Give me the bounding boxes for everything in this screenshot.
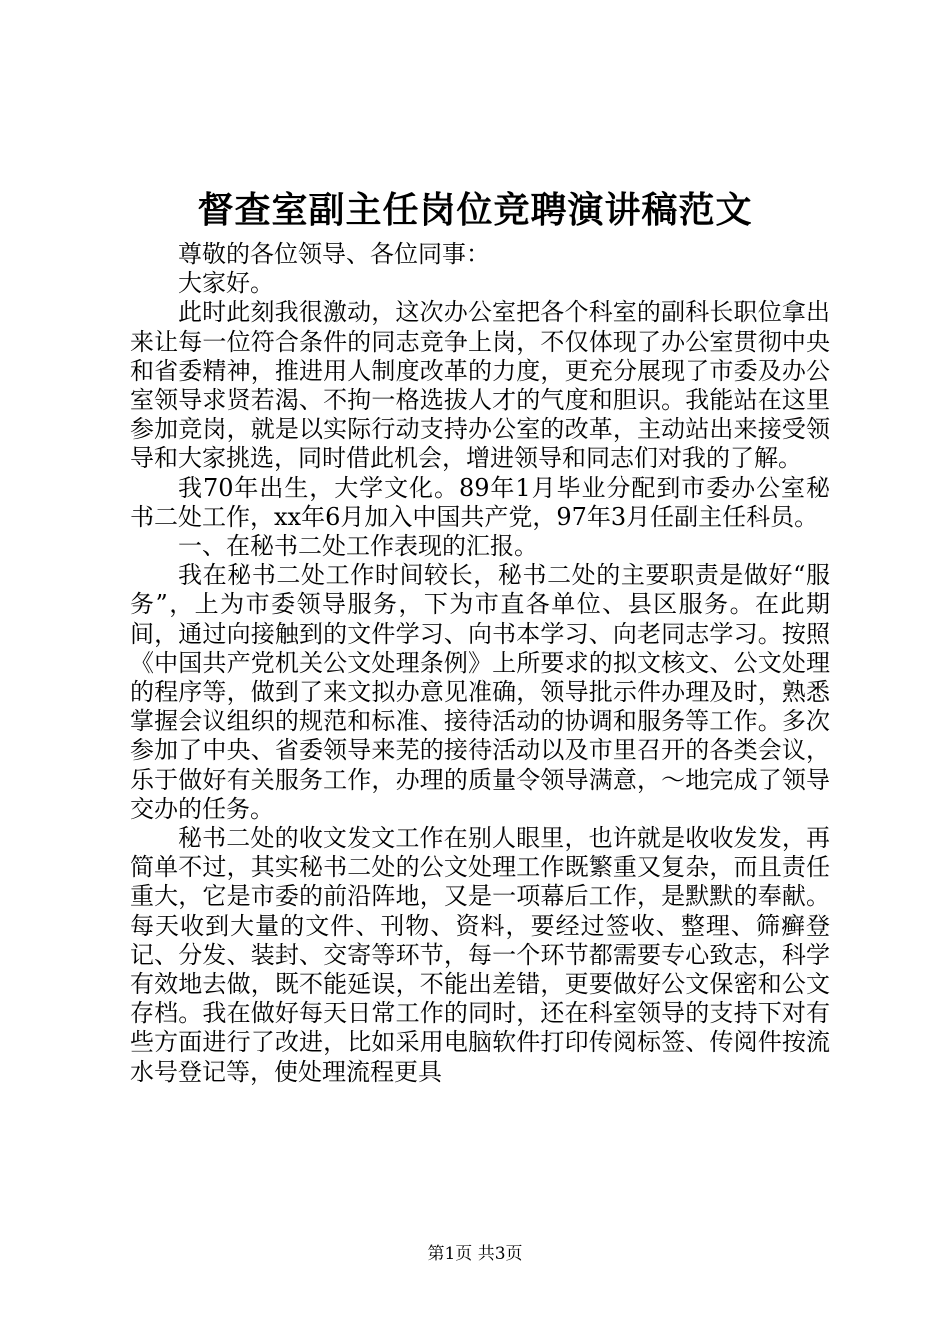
document-body xyxy=(130,240,830,1087)
page-footer: 第1页 共3页 xyxy=(427,1244,523,1264)
paragraph-background: 我70年出生，大学文化。89年1月毕业分配到市委办公室秘书二处工作，xx年6月加入中国共产党，97年3月任副主任科员。 xyxy=(130,473,830,531)
document-title: 督查室副主任岗位竞聘演讲稿范文 xyxy=(197,189,753,231)
paragraph-document-handling: 秘书二处的收文发文工作在别人眼里，也许就是收收发发，再简单不过，其实秘书二处的公文处理工作既繁重又复杂，而且责任重大，它是市委的前沿阵地，又是一项幕后工作，是默默的奉献。每天收到大量的文件、刊物、资料，要经过签收、整理、筛癣登记、分发、装封、交寄等环节，每一个环节都需要专心致志，科学有效地去做，既不能延误，不能出差错，更要做好公文保密和公文存档。我在做好每天日常工作的同时，还在科室领导的支持下对有些方面进行了改进，比如采用电脑软件打印传阅标签、传阅件按流水号登记等，使处理流程更具 xyxy=(130,824,830,1086)
section-heading-1: 一、在秘书二处工作表现的汇报。 xyxy=(178,532,538,561)
paragraph-intro: 此时此刻我很激动，这次办公室把各个科室的副科长职位拿出来让每一位符合条件的同志竞争上岗，不仅体现了办公室贯彻中央和省委精神，推进用人制度改革的力度，更充分展现了市委及办公室领导求贤若渴、不拘一格选拔人才的气度和胆识。我能站在这里参加竞岗，就是以实际行动支持办公室的改革，主动站出来接受领导和大家挑选，同时借此机会，增进领导和同志们对我的了解。 xyxy=(130,298,830,473)
salutation: 尊敬的各位领导、各位同事： xyxy=(178,240,490,268)
greeting: 大家好。 xyxy=(178,269,274,298)
paragraph-work-service: 我在秘书二处工作时间较长，秘书二处的主要职责是做好“服务”，上为市委领导服务，下为市直各单位、县区服务。在此期间，通过向接触到的文件学习、向书本学习、向老同志学习。按照《中国共产党机关公文处理条例》上所要求的拟文核文、公文处理的程序等，做到了来文拟办意见准确，领导批示件办理及时，熟悉掌握会议组织的规范和标准、接待活动的协调和服务等工作。多次参加了中央、省委领导来芜的接待活动以及市里召开的各类会议，乐于做好有关服务工作，办理的质量令领导满意，～地完成了领导交办的任务。 xyxy=(130,561,830,823)
